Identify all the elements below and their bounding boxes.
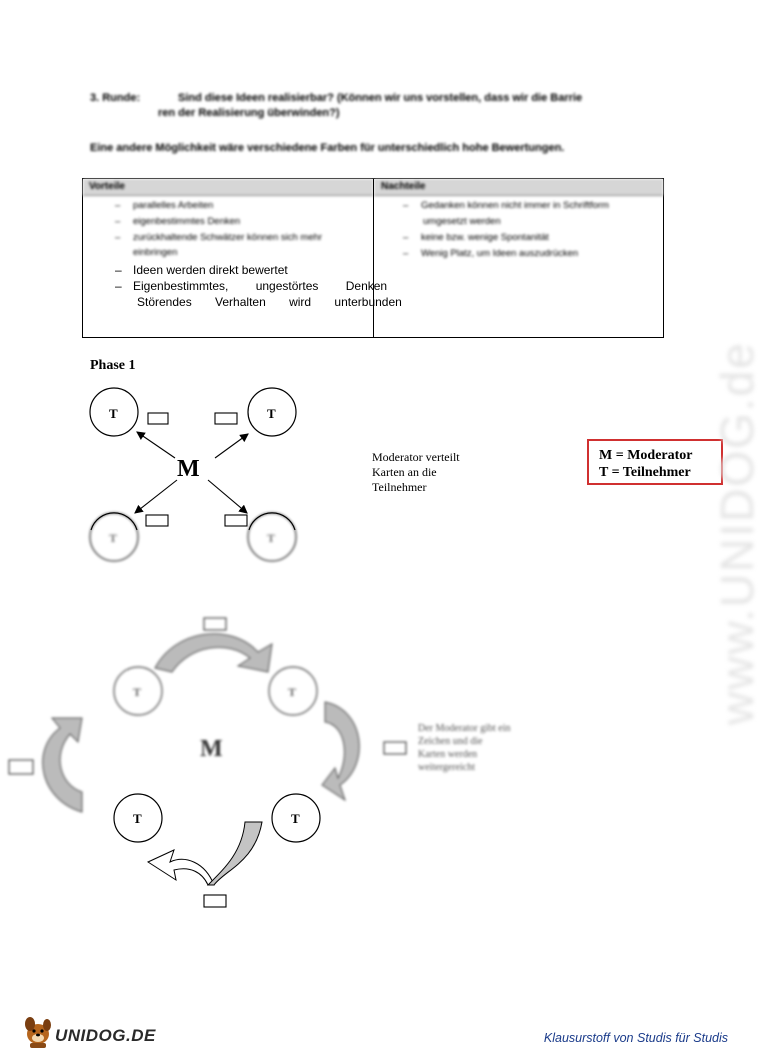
participant-label: T <box>288 685 297 699</box>
intro-paragraph: Eine andere Möglichkeit wäre verschiedene Farben für unterschiedlich hohe Bewertungen. <box>90 142 565 154</box>
phase1-lower-arcs <box>80 380 310 530</box>
legend-line-moderator: M = Moderator <box>599 448 693 463</box>
watermark-text: www.UNIDOG.de <box>711 341 763 725</box>
pros-item: – parallelles Arbeiten <box>115 200 214 211</box>
pros-item-cont: einbringen <box>133 247 178 258</box>
cons-item: – Wenig Platz, um Ideen auszudrücken <box>403 248 579 259</box>
question-line-1: Sind diese Ideen realisierbar? (Können wir uns vorstellen, dass wir die Barrie <box>178 92 583 104</box>
card-icon <box>204 895 226 907</box>
cons-item: – Gedanken können nicht immer in Schriftform <box>403 200 609 211</box>
footer-slogan: Klausurstoff von Studis für Studis <box>543 1031 728 1045</box>
logo-wordmark: UNIDOG.DE <box>55 1026 156 1045</box>
legend-line-participant: T = Teilnehmer <box>599 465 691 480</box>
question-line-2: ren der Realisierung überwinden?) <box>158 107 340 119</box>
pros-item-clear: Störendes Verhalten wird unterbunden <box>137 295 402 309</box>
legend-box <box>587 439 723 485</box>
phase2-note: Der Moderator gibt ein Zeichen und die Karten werden weitergereicht <box>418 723 511 773</box>
pros-header: Vorteile <box>89 181 125 192</box>
participant-label: T <box>291 811 300 826</box>
cons-item-cont: umgesetzt werden <box>423 216 501 227</box>
participant-label: T <box>267 406 276 421</box>
pass-arrow <box>208 822 262 885</box>
round-label: 3. Runde: <box>90 92 141 104</box>
phase1-title: Phase 1 <box>90 358 136 373</box>
cons-item: – keine bzw. wenige Spontanität <box>403 232 549 243</box>
pass-arrow <box>43 718 82 812</box>
pros-item: – zurückhaltende Schwätzer können sich mehr <box>115 232 323 243</box>
participant-label: T <box>109 406 118 421</box>
pass-arrow <box>322 702 359 800</box>
table-header-left-bg <box>83 179 373 196</box>
participant-label: T <box>109 531 118 545</box>
moderator-label: M <box>200 736 223 762</box>
participant-label: T <box>133 685 142 699</box>
dog-logo-icon <box>20 1014 58 1050</box>
pros-item-clear: – Ideen werden direkt bewertet <box>115 263 288 277</box>
table-divider <box>373 179 374 337</box>
card-icon <box>9 760 33 774</box>
participant-label: T <box>133 811 142 826</box>
card-icon <box>384 742 406 754</box>
pros-cons-table <box>82 178 664 338</box>
participant-label: T <box>267 531 276 545</box>
pass-arrow <box>148 850 214 885</box>
pass-arrow <box>155 634 272 672</box>
phase1-note: Moderator verteilt Karten an die Teilnehmer <box>372 450 460 494</box>
pros-item-clear: – Eigenbestimmtes, ungestörtes Denken <box>115 279 388 293</box>
card-icon <box>204 618 226 630</box>
pros-item: – eigenbestimmtes Denken <box>115 216 241 227</box>
moderator-label: M <box>177 456 200 482</box>
cons-header: Nachteile <box>381 181 426 192</box>
